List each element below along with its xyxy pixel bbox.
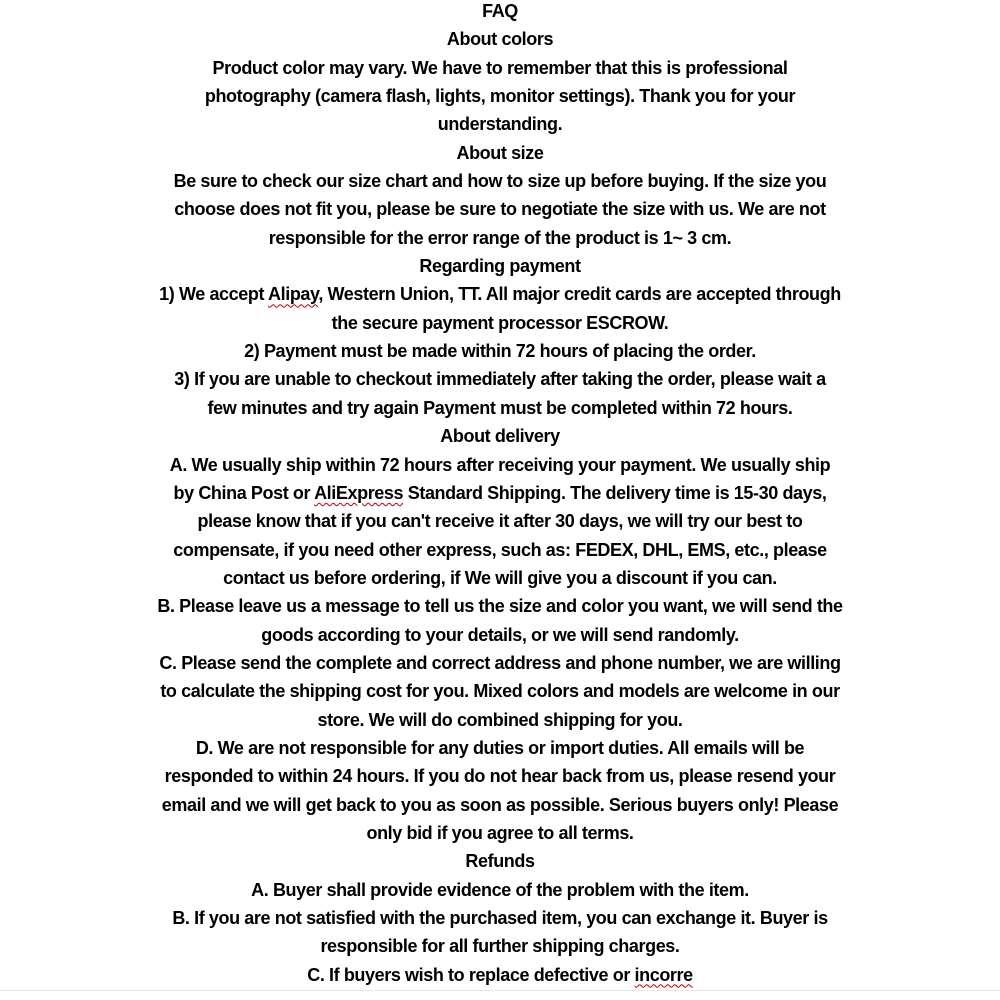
text-segment: A. Buyer shall provide evidence of the problem with the item. (251, 879, 749, 900)
text-segment: A. We usually ship within 72 hours after receiving your payment. We usually ship (169, 454, 831, 475)
text-segment: 2) Payment must be made within 72 hours of placing the order. (244, 341, 756, 362)
faq-text-line (0, 280, 1000, 308)
text-segment: 3) If you are unable to checkout immediately after taking the order, please wait a (174, 369, 826, 390)
faq-heading-line (0, 847, 1000, 875)
faq-text-line (0, 54, 1000, 82)
text-segment: goods according to your details, or we will send randomly. (261, 624, 739, 645)
faq-text-line (0, 621, 1000, 649)
misspelled-word: incorre (634, 964, 693, 985)
faq-heading-line (0, 252, 1000, 280)
faq-text-line (0, 706, 1000, 734)
text-segment: responsible for all further shipping charges. (320, 936, 680, 957)
faq-text-line (0, 394, 1000, 422)
text-segment: the secure payment processor ESCROW. (331, 312, 669, 333)
text-segment: to calculate the shipping cost for you. Mixed colors and models are welcome in our (160, 681, 840, 702)
faq-text-line (0, 224, 1000, 252)
text-segment: few minutes and try again Payment must be completed within 72 hours. (207, 397, 793, 418)
text-segment: About size (456, 142, 544, 163)
faq-text-line (0, 762, 1000, 790)
text-segment: About colors (446, 29, 554, 50)
faq-heading-line (0, 422, 1000, 450)
faq-text-line (0, 734, 1000, 762)
faq-text-line (0, 904, 1000, 932)
faq-text-line (0, 309, 1000, 337)
text-segment: please know that if you can't receive it after 30 days, we will try our best to (197, 511, 803, 532)
text-segment: photography (camera flash, lights, monitor settings). Thank you for your (204, 86, 796, 107)
faq-text-line (0, 82, 1000, 110)
text-segment: by China Post or (173, 482, 315, 503)
faq-text-line (0, 564, 1000, 592)
text-segment: B. Please leave us a message to tell us the size and color you want, we will send the (157, 596, 843, 617)
faq-text-line (0, 365, 1000, 393)
faq-text-line (0, 536, 1000, 564)
text-segment: Refunds (465, 851, 535, 872)
faq-text-line (0, 592, 1000, 620)
text-segment: choose does not fit you, please be sure to negotiate the size with us. We are not (174, 199, 826, 220)
faq-text-line (0, 932, 1000, 960)
faq-text-line (0, 649, 1000, 677)
faq-text-line (0, 451, 1000, 479)
text-segment: store. We will do combined shipping for you. (317, 709, 683, 730)
text-segment: , Western Union, TT. All major credit cards are accepted through (318, 284, 841, 305)
text-segment: Regarding payment (419, 256, 581, 277)
faq-text-line (0, 961, 1000, 989)
text-segment: C. Please send the complete and correct address and phone number, we are willing (159, 652, 841, 673)
faq-text-line (0, 110, 1000, 138)
faq-text-line (0, 876, 1000, 904)
faq-heading-line (0, 25, 1000, 53)
faq-heading-line (0, 0, 1000, 25)
faq-text-line (0, 507, 1000, 535)
misspelled-word: AliExpress (314, 482, 404, 503)
text-segment: Be sure to check our size chart and how to size up before buying. If the size you (173, 171, 827, 192)
text-segment: responded to within 24 hours. If you do not hear back from us, please resend your (164, 766, 836, 787)
faq-text-line (0, 819, 1000, 847)
bottom-divider (0, 990, 1000, 991)
faq-text-line (0, 677, 1000, 705)
text-segment: only bid if you agree to all terms. (366, 822, 634, 843)
text-segment: contact us before ordering, if We will give you a discount if you can. (223, 567, 777, 588)
misspelled-word: Alipay (268, 284, 319, 305)
text-segment: responsible for the error range of the product is 1~ 3 cm. (268, 227, 732, 248)
text-segment: C. If buyers wish to replace defective or (307, 964, 635, 985)
text-segment: FAQ (482, 1, 518, 21)
faq-text-line (0, 479, 1000, 507)
text-segment: D. We are not responsible for any duties or import duties. All emails will be (195, 737, 805, 758)
text-segment: Standard Shipping. The delivery time is 15-30 days, (403, 482, 827, 503)
faq-text-line (0, 791, 1000, 819)
text-segment: Product color may vary. We have to remember that this is professional (212, 57, 788, 78)
text-segment: compensate, if you need other express, such as: FEDEX, DHL, EMS, etc., please (173, 539, 827, 560)
faq-text-line (0, 337, 1000, 365)
faq-text-line (0, 167, 1000, 195)
text-segment: 1) We accept (159, 284, 269, 305)
faq-heading-line (0, 139, 1000, 167)
text-segment: understanding. (437, 114, 563, 135)
faq-text-line (0, 195, 1000, 223)
text-segment: email and we will get back to you as soon as possible. Serious buyers only! Please (161, 794, 839, 815)
text-segment: B. If you are not satisfied with the purchased item, you can exchange it. Buyer is (172, 908, 828, 928)
text-segment: About delivery (440, 426, 560, 447)
